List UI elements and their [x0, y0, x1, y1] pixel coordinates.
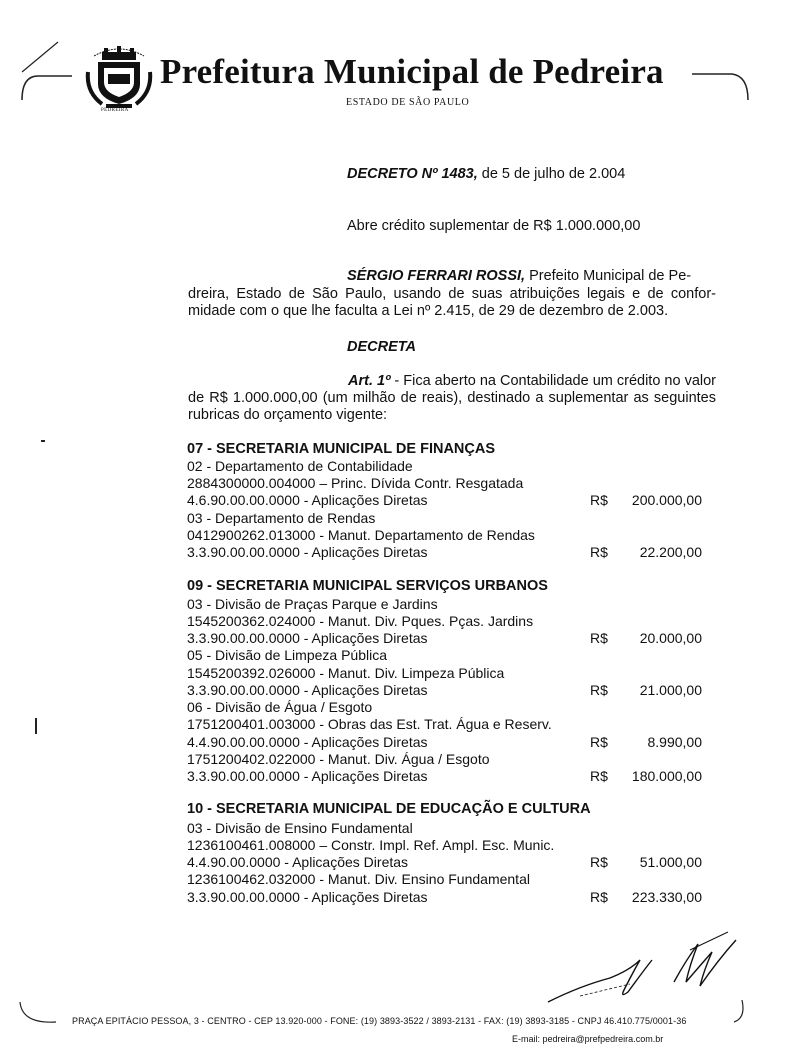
intro-first-line — [347, 268, 716, 285]
list-item: 3.3.90.00.00.0000 - Aplicações Diretas — [187, 768, 428, 784]
list-item: 03 - Divisão de Praças Parque e Jardins — [187, 596, 438, 612]
list-item: 3.3.90.00.00.0000 - Aplicações Diretas — [187, 630, 428, 646]
amount-value: 180.000,00 — [631, 768, 702, 784]
amount-value: 22.200,00 — [639, 544, 702, 560]
currency-label: R$ — [590, 492, 608, 508]
list-item: 1751200401.003000 - Obras das Est. Trat. Água e Reserv. — [187, 716, 552, 732]
article-text: - Fica aberto na Contabilidade um crédito no valor de R$ 1.000.000,00 (um milhão de reais), destinado a suplementar as seguintes rubricas do orçamento vigente: — [188, 373, 716, 423]
list-item: 05 - Divisão de Limpeza Pública — [187, 647, 387, 663]
list-item: 3.3.90.00.00.0000 - Aplicações Diretas — [187, 889, 428, 905]
list-item: 0412900262.013000 - Manut. Departamento de Rendas — [187, 527, 535, 543]
currency-label: R$ — [590, 544, 608, 560]
list-item: 3.3.90.00.00.0000 - Aplicações Diretas — [187, 682, 428, 698]
article-1-paragraph — [188, 373, 716, 424]
amount-value: 20.000,00 — [639, 630, 702, 646]
amount-value: 21.000,00 — [639, 682, 702, 698]
section-title: 10 - SECRETARIA MUNICIPAL DE EDUCAÇÃO E CULTURA — [187, 801, 591, 817]
currency-label: R$ — [590, 854, 608, 870]
list-item: 4.6.90.00.00.0000 - Aplicações Diretas — [187, 492, 428, 508]
currency-label: R$ — [590, 768, 608, 784]
currency-label: R$ — [590, 682, 608, 698]
currency-label: R$ — [590, 630, 608, 646]
footer-email: E-mail: pedreira@prefpedreira.com.br — [512, 1034, 664, 1044]
list-item: 4.4.90.00.0000 - Aplicações Diretas — [187, 854, 409, 870]
list-item: 1751200402.022000 - Manut. Div. Água / Esgoto — [187, 751, 490, 767]
list-item: 1545200392.026000 - Manut. Div. Limpeza Pública — [187, 665, 505, 681]
mayor-name: SÉRGIO FERRARI ROSSI, — [347, 268, 526, 284]
decree-date: de 5 de julho de 2.004 — [477, 166, 626, 182]
amount-value: 200.000,00 — [631, 492, 702, 508]
decree-summary: Abre crédito suplementar de R$ 1.000.000,00 — [347, 218, 641, 234]
decree-heading — [347, 166, 625, 183]
amount-value: 223.330,00 — [631, 889, 702, 905]
list-item: 1545200362.024000 - Manut. Div. Pques. Pças. Jardins — [187, 613, 534, 629]
scan-mark — [35, 718, 37, 734]
list-item: 03 - Departamento de Rendas — [187, 510, 376, 526]
currency-label: R$ — [590, 734, 608, 750]
list-item: 1236100462.032000 - Manut. Div. Ensino Fundamental — [187, 871, 530, 887]
currency-label: R$ — [590, 889, 608, 905]
list-item: 4.4.90.00.00.0000 - Aplicações Diretas — [187, 734, 428, 750]
footer-address: PRAÇA EPITÁCIO PESSOA, 3 - CENTRO - CEP 13.920-000 - FONE: (19) 3893-3522 / 3893-2131 - FAX: (19) 3893-3185 - CNPJ 46.410.775/0001-36 — [72, 1016, 687, 1026]
list-item: 03 - Divisão de Ensino Fundamental — [187, 820, 413, 836]
amount-value: 8.990,00 — [647, 734, 702, 750]
intro-paragraph: dreira, Estado de São Paulo, usando de suas atribuições legais e de confor-midade com o que lhe faculta a Lei nº 2.415, de 29 de dezembro de 2.003. — [188, 286, 716, 319]
state-subtitle: ESTADO DE SÃO PAULO — [346, 97, 470, 108]
municipal-crest-icon — [84, 42, 154, 114]
decree-number: DECRETO Nº 1483, — [347, 166, 478, 182]
list-item: 1236100461.008000 – Constr. Impl. Ref. Ampl. Esc. Munic. — [187, 837, 555, 853]
intro-first-text: Prefeito Municipal de Pe- — [525, 268, 692, 284]
section-title: 07 - SECRETARIA MUNICIPAL DE FINANÇAS — [187, 441, 496, 457]
section-title: 09 - SECRETARIA MUNICIPAL SERVIÇOS URBANOS — [187, 578, 548, 594]
scan-mark — [41, 440, 45, 442]
list-item: 3.3.90.00.00.0000 - Aplicações Diretas — [187, 544, 428, 560]
amount-value: 51.000,00 — [639, 854, 702, 870]
page-title: Prefeitura Municipal de Pedreira — [160, 52, 664, 91]
article-label: Art. 1º — [348, 373, 391, 389]
list-item: 02 - Departamento de Contabilidade — [187, 458, 413, 474]
crest-caption: PEDREIRA — [101, 108, 129, 113]
decreta-heading: DECRETA — [347, 339, 417, 355]
list-item: 06 - Divisão de Água / Esgoto — [187, 699, 373, 715]
list-item: 2884300000.004000 – Princ. Dívida Contr. Resgatada — [187, 475, 524, 491]
